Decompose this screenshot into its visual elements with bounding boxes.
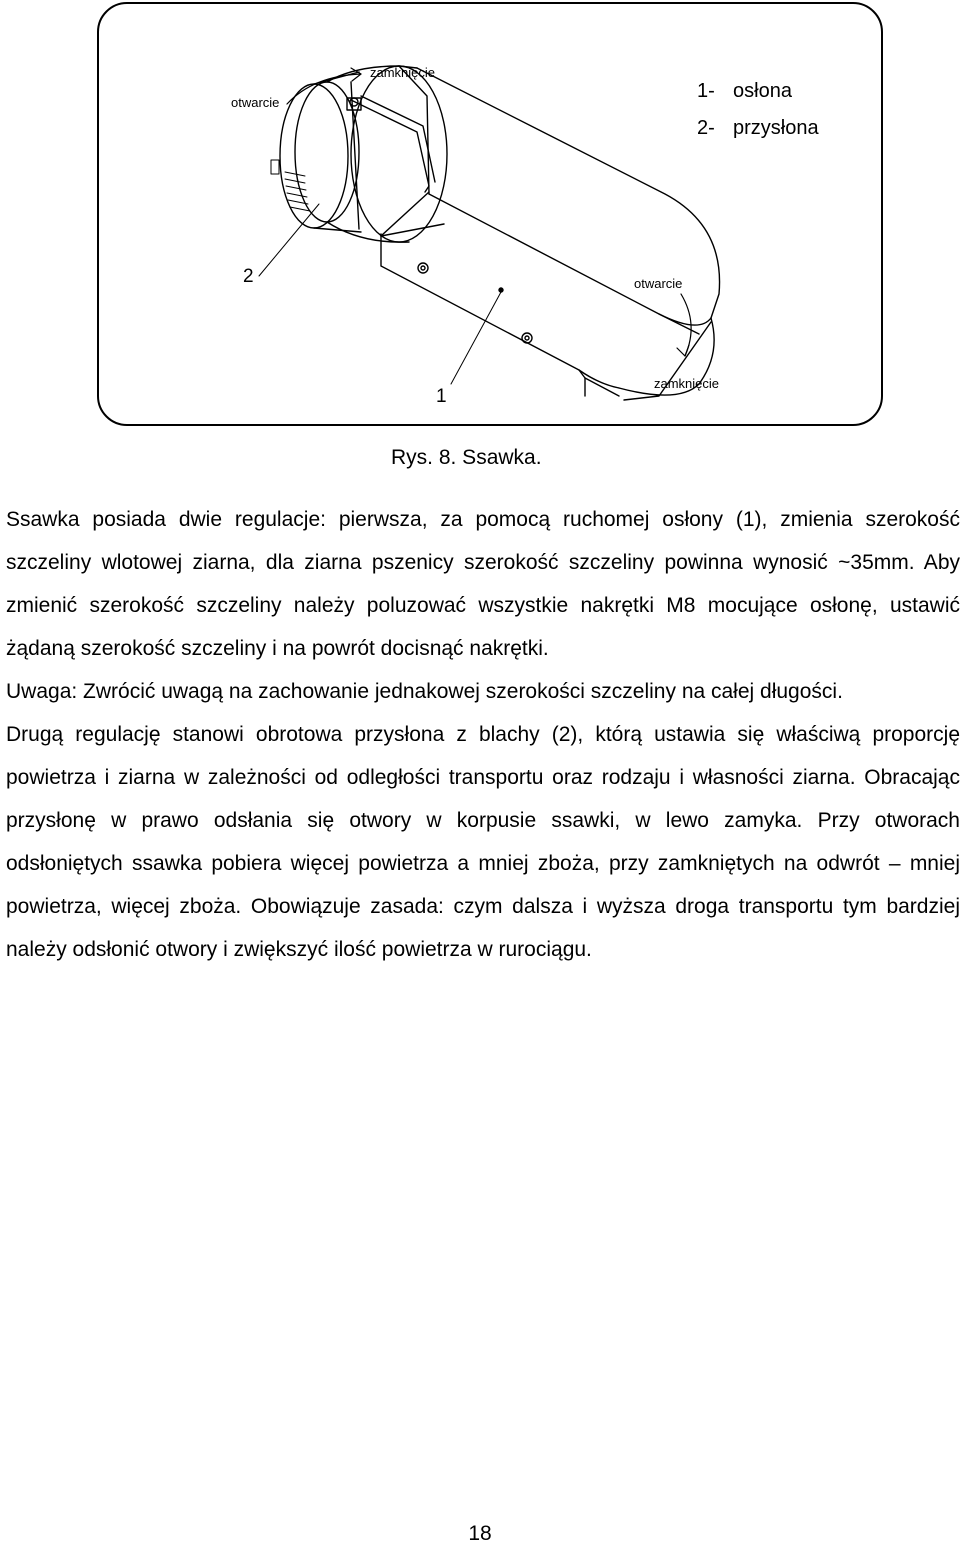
figure-frame bbox=[97, 2, 883, 426]
paragraph-1: Ssawka posiada dwie regulacje: pierwsza, za pomocą ruchomej osłony (1), zmienia szerokość szczeliny wlotowej ziarna, dla ziarna pszenicy szerokość szczeliny powinna wynosić ~35mm. Aby zmienić szerokość szczeliny należy poluzować wszystkie nakrętki M8 mocujące osłonę, ustawić żądaną szerokość szczeliny i na powrót docisnąć nakrętki. bbox=[6, 508, 960, 660]
legend-text: osłona bbox=[733, 80, 792, 102]
legend-number: 2- bbox=[697, 117, 715, 139]
paragraph-2: Uwaga: Zwrócić uwagą na zachowanie jednakowej szerokości szczeliny na całej długości. bbox=[6, 680, 843, 703]
page-number: 18 bbox=[468, 1522, 492, 1545]
body-text bbox=[6, 498, 960, 971]
side-close-label: zamknięcie bbox=[654, 376, 720, 391]
figure-caption: Rys. 8. Ssawka. bbox=[391, 446, 542, 469]
legend-number: 1- bbox=[697, 80, 715, 102]
legend-text: przysłona bbox=[733, 117, 819, 139]
side-open-label: otwarcie bbox=[634, 276, 683, 291]
legend-item-2 bbox=[697, 117, 819, 140]
marker-1-label: 1 bbox=[436, 386, 447, 407]
top-close-label: zamknięcie bbox=[370, 65, 436, 80]
marker-2-label: 2 bbox=[243, 266, 254, 287]
top-open-label: otwarcie bbox=[231, 95, 280, 110]
legend-item-1 bbox=[697, 80, 792, 103]
suction-nozzle-drawing bbox=[99, 4, 885, 428]
paragraph-3: Drugą regulację stanowi obrotowa przysłona z blachy (2), którą ustawia się właściwą proporcję powietrza i ziarna w zależności od odległości transportu oraz rodzaju i własności ziarna. Obracając przysłonę w prawo odsłania się otwory w korpusie ssawki, w lewo zamyka. Przy otworach odsłoniętych ssawka pobiera więcej powietrza a mniej zboża, przy zamkniętych na odwrót – mniej powietrza, więcej zboża. Obowiązuje zasada: czym dalsza i wyższa droga transportu tym bardziej należy odsłonić otwory i zwiększyć ilość powietrza w rurociągu. bbox=[6, 723, 960, 961]
